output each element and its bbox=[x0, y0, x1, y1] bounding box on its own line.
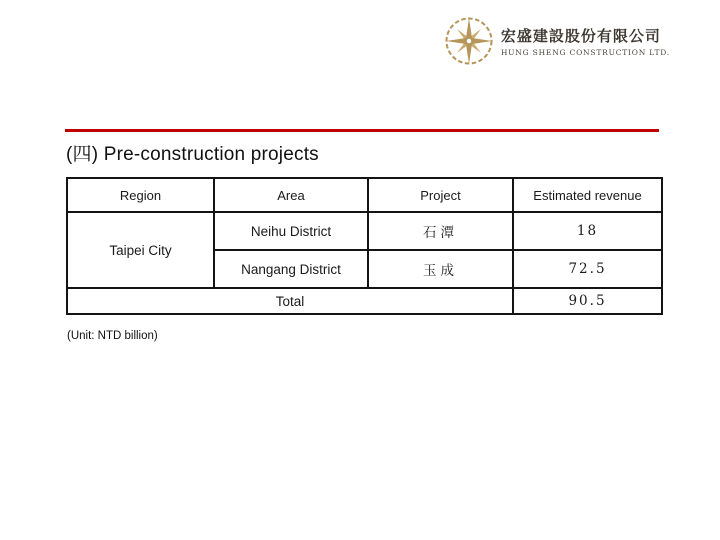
page-title: (四) Pre-construction projects bbox=[66, 144, 319, 165]
col-header-area: Area bbox=[214, 178, 368, 212]
total-label-cell: Total bbox=[67, 288, 513, 314]
title-rule bbox=[65, 129, 659, 132]
project-cell: 石潭 bbox=[368, 212, 513, 250]
col-header-estimated-revenue: Estimated revenue bbox=[513, 178, 662, 212]
revenue-cell: 72.5 bbox=[513, 250, 662, 288]
compass-rose-icon bbox=[444, 16, 494, 66]
company-logo bbox=[444, 16, 670, 66]
pre-construction-projects-table bbox=[66, 177, 663, 315]
col-header-region: Region bbox=[67, 178, 214, 212]
area-cell: Neihu District bbox=[214, 212, 368, 250]
company-name-en: HUNG SHENG CONSTRUCTION LTD. bbox=[500, 47, 670, 57]
total-value-cell: 90.5 bbox=[513, 288, 662, 314]
region-cell: Taipei City bbox=[67, 212, 214, 288]
area-cell: Nangang District bbox=[214, 250, 368, 288]
unit-note: (Unit: NTD billion) bbox=[67, 330, 158, 342]
company-name-zh: 宏盛建設股份有限公司 bbox=[500, 26, 661, 45]
table-row-neihu bbox=[67, 212, 662, 250]
table-header-row bbox=[67, 178, 662, 212]
company-name bbox=[501, 26, 670, 57]
table-row-total bbox=[67, 288, 662, 314]
revenue-cell: 18 bbox=[513, 212, 662, 250]
project-cell: 玉成 bbox=[368, 250, 513, 288]
col-header-project: Project bbox=[368, 178, 513, 212]
